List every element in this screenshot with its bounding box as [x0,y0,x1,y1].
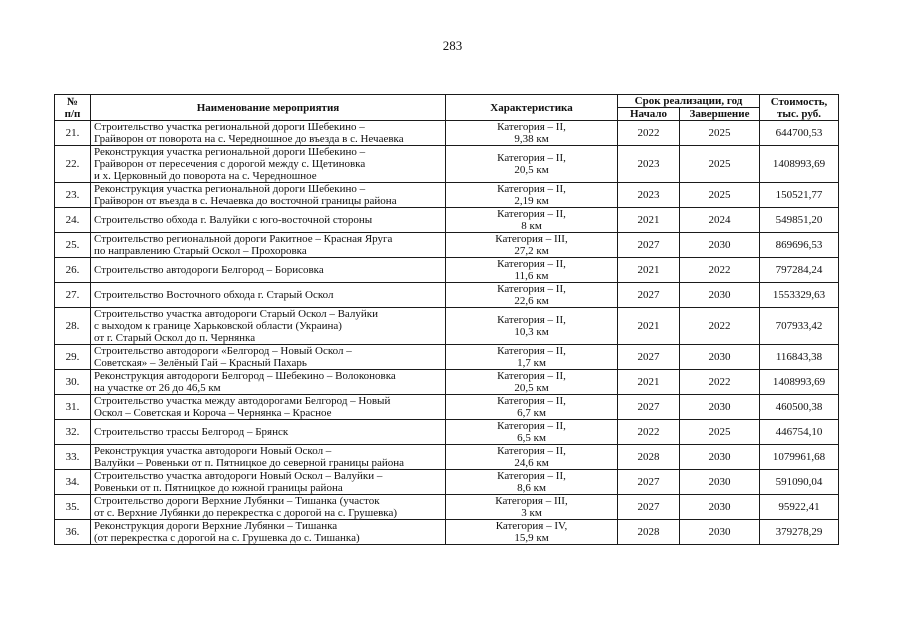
row-characteristic: Категория – II, 1,7 км [446,345,618,370]
table-row [55,308,839,345]
table-row [55,233,839,258]
table-row [55,345,839,370]
header-start: Начало [618,108,680,121]
row-cost: 549851,20 [760,208,839,233]
row-cost: 150521,77 [760,183,839,208]
row-cost: 1553329,63 [760,283,839,308]
row-number: 30. [55,370,91,395]
row-start-year: 2027 [618,395,680,420]
row-cost: 707933,42 [760,308,839,345]
row-end-year: 2030 [680,345,760,370]
row-end-year: 2030 [680,395,760,420]
row-name: Реконструкция участка автодороги Новый Оскол – Валуйки – Ровеньки от п. Пятницкое до северной границы района [91,445,446,470]
row-start-year: 2021 [618,370,680,395]
row-number: 33. [55,445,91,470]
row-characteristic: Категория – II, 20,5 км [446,146,618,183]
row-end-year: 2030 [680,283,760,308]
row-name: Строительство автодороги Белгород – Борисовка [91,258,446,283]
row-end-year: 2025 [680,146,760,183]
row-characteristic: Категория – II, 8 км [446,208,618,233]
row-characteristic: Категория – II, 10,3 км [446,308,618,345]
row-name: Строительство участка региональной дороги Шебекино – Грайворон от поворота на с. Чередношное до въезда в с. Нечаевка [91,121,446,146]
page-number: 283 [442,38,463,53]
row-start-year: 2021 [618,308,680,345]
row-name: Строительство обхода г. Валуйки с юго-восточной стороны [91,208,446,233]
row-characteristic: Категория – II, 9,38 км [446,121,618,146]
row-start-year: 2027 [618,495,680,520]
row-name: Строительство региональной дороги Ракитное – Красная Яруга по направлению Старый Оскол – Прохоровка [91,233,446,258]
header-num-line2: п/п [64,107,81,120]
row-name: Реконструкция автодороги Белгород – Шебекино – Волоконовка на участке от 26 до 46,5 км [91,370,446,395]
row-characteristic: Категория – II, 6,7 км [446,395,618,420]
row-name: Строительство дороги Верхние Лубянки – Тишанка (участок от с. Верхние Лубянки до перекрестка с дорогой на с. Грушевка) [91,495,446,520]
table-row [55,146,839,183]
row-number: 29. [55,345,91,370]
row-start-year: 2027 [618,345,680,370]
table-row [55,520,839,545]
row-cost: 95922,41 [760,495,839,520]
table-row [55,283,839,308]
roads-table [54,94,839,545]
header-end: Завершение [680,108,760,121]
row-cost: 1408993,69 [760,146,839,183]
table-row [55,420,839,445]
row-start-year: 2028 [618,445,680,470]
row-end-year: 2030 [680,470,760,495]
row-start-year: 2028 [618,520,680,545]
row-number: 32. [55,420,91,445]
row-start-year: 2027 [618,233,680,258]
table-row [55,495,839,520]
row-number: 28. [55,308,91,345]
row-characteristic: Категория – II, 22,6 км [446,283,618,308]
row-characteristic: Категория – IV, 15,9 км [446,520,618,545]
header-name: Наименование мероприятия [91,95,446,121]
header-num [55,95,91,121]
row-characteristic: Категория – II, 24,6 км [446,445,618,470]
row-start-year: 2023 [618,183,680,208]
row-number: 21. [55,121,91,146]
row-name: Реконструкция участка региональной дороги Шебекино – Грайворон от въезда в с. Нечаевка до восточной границы района [91,183,446,208]
row-start-year: 2021 [618,208,680,233]
row-characteristic: Категория – II, 2,19 км [446,183,618,208]
row-name: Реконструкция дороги Верхние Лубянки – Тишанка (от перекрестка с дорогой на с. Грушевка до с. Тишанка) [91,520,446,545]
header-characteristic: Характеристика [446,95,618,121]
row-number: 23. [55,183,91,208]
row-cost: 869696,53 [760,233,839,258]
header-cost-line1: Стоимость, [770,95,828,108]
row-end-year: 2030 [680,445,760,470]
row-cost: 1079961,68 [760,445,839,470]
row-characteristic: Категория – II, 8,6 км [446,470,618,495]
row-end-year: 2022 [680,308,760,345]
row-number: 31. [55,395,91,420]
table-body [55,121,839,545]
row-name: Строительство участка автодороги Новый Оскол – Валуйки – Ровеньки от п. Пятницкое до южной границы района [91,470,446,495]
table-row [55,395,839,420]
row-start-year: 2027 [618,470,680,495]
row-end-year: 2024 [680,208,760,233]
row-cost: 446754,10 [760,420,839,445]
row-cost: 591090,04 [760,470,839,495]
header-num-line1: № [66,95,79,108]
row-number: 35. [55,495,91,520]
row-name: Строительство трассы Белгород – Брянск [91,420,446,445]
row-end-year: 2022 [680,370,760,395]
row-start-year: 2023 [618,146,680,183]
row-end-year: 2030 [680,495,760,520]
row-end-year: 2025 [680,183,760,208]
header-cost-line2: тыс. руб. [777,107,821,120]
row-characteristic: Категория – II, 6,5 км [446,420,618,445]
table-row [55,445,839,470]
row-name: Строительство автодороги «Белгород – Новый Оскол – Советская» – Зелёный Гай – Красный Пахарь [91,345,446,370]
row-start-year: 2022 [618,121,680,146]
table-row [55,258,839,283]
row-number: 26. [55,258,91,283]
row-characteristic: Категория – III, 27,2 км [446,233,618,258]
row-characteristic: Категория – III, 3 км [446,495,618,520]
row-number: 24. [55,208,91,233]
row-end-year: 2025 [680,121,760,146]
row-name: Строительство Восточного обхода г. Старый Оскол [91,283,446,308]
row-cost: 797284,24 [760,258,839,283]
table-row [55,121,839,146]
header-period: Срок реализации, год [618,95,760,108]
table-row [55,183,839,208]
row-number: 22. [55,146,91,183]
row-characteristic: Категория – II, 11,6 км [446,258,618,283]
row-name: Строительство участка автодороги Старый Оскол – Валуйки с выходом к границе Харьковской области (Украина) от г. Старый Оскол до п. Чернянка [91,308,446,345]
row-number: 36. [55,520,91,545]
row-cost: 460500,38 [760,395,839,420]
row-name: Строительство участка между автодорогами Белгород – Новый Оскол – Советская и Короча – Чернянка – Красное [91,395,446,420]
row-number: 25. [55,233,91,258]
row-characteristic: Категория – II, 20,5 км [446,370,618,395]
row-start-year: 2027 [618,283,680,308]
row-number: 34. [55,470,91,495]
table-row [55,370,839,395]
row-end-year: 2025 [680,420,760,445]
row-name: Реконструкция участка региональной дороги Шебекино – Грайворон от пересечения с дорогой между с. Щетиновка и х. Церковный до поворота на с. Чередношное [91,146,446,183]
header-cost [760,95,839,121]
row-number: 27. [55,283,91,308]
row-end-year: 2030 [680,233,760,258]
table-row [55,208,839,233]
row-cost: 116843,38 [760,345,839,370]
row-cost: 379278,29 [760,520,839,545]
row-start-year: 2021 [618,258,680,283]
row-start-year: 2022 [618,420,680,445]
table-row [55,470,839,495]
row-cost: 1408993,69 [760,370,839,395]
row-end-year: 2030 [680,520,760,545]
row-cost: 644700,53 [760,121,839,146]
row-end-year: 2022 [680,258,760,283]
